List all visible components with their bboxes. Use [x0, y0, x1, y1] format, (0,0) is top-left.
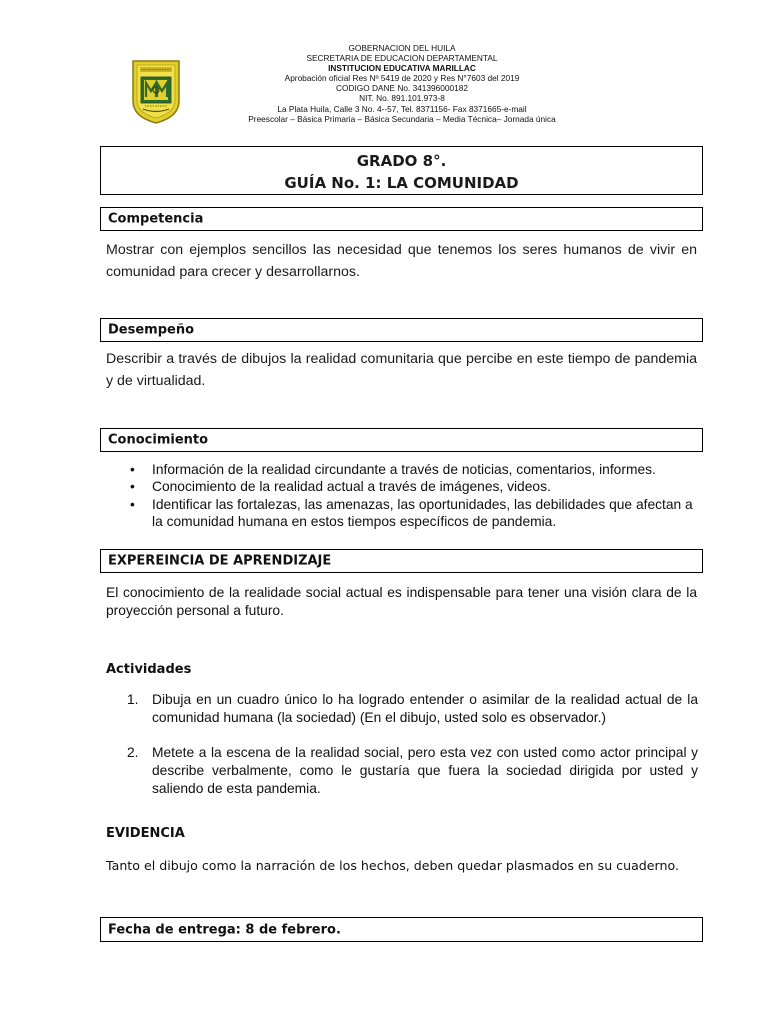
bullet-icon: • [130, 462, 135, 477]
desempeno-label: Desempeño [108, 322, 195, 338]
fecha-box [100, 917, 703, 942]
header-line: La Plata Huila, Calle 3 No. 4--57, Tel. 8371156- Fax 8371665-e-mail [277, 103, 527, 114]
list-item [110, 691, 698, 727]
experiencia-label: EXPEREINCIA DE APRENDIZAJE [108, 553, 332, 569]
grade-title: GRADO 8°. [356, 152, 447, 170]
institution-header [200, 43, 604, 124]
header-line: NIT. No. 891.101.973-8 [359, 93, 445, 104]
title-box [100, 146, 703, 195]
list-item-text: Identificar las fortalezas, las amenazas, las oportunidades, las debilidades que afectan a la comunidad humana en estos tiempos específicos de pandemia. [152, 496, 693, 530]
header-line: Aprobación oficial Res Nº 5419 de 2020 y Res N°7603 del 2019 [284, 73, 520, 84]
desempeno-text: Describir a través de dibujos la realidad comunitaria que percibe en este tiempo de pandemia y de virtualidad. [106, 351, 697, 389]
list-item-text: Conocimiento de la realidad actual a través de imágenes, videos. [152, 479, 551, 495]
item-number: 2. [127, 745, 139, 760]
fecha-label: Fecha de entrega: 8 de febrero. [108, 922, 341, 937]
actividades-heading: Actividades [106, 662, 192, 677]
evidencia-text: Tanto el dibujo como la narración de los hechos, deben quedar plasmados en su cuaderno. [106, 858, 679, 873]
list-item [110, 496, 700, 531]
experiencia-box [100, 549, 703, 573]
header-institution-name: INSTITUCION EDUCATIVA MARILLAC [328, 63, 476, 74]
competencia-text: Mostrar con ejemplos sencillos las necesidad que tenemos los seres humanos de vivir en comunidad para crecer y desarrollarnos. [106, 242, 697, 280]
header-line: SECRETARIA DE EDUCACION DEPARTAMENTAL [306, 53, 498, 64]
list-item [110, 461, 700, 478]
competencia-label: Competencia [108, 211, 204, 227]
conocimiento-list [110, 461, 700, 531]
header-line: CODIGO DANE No. 341396000182 [336, 83, 468, 94]
bullet-icon: • [130, 496, 135, 512]
school-crest-icon [131, 57, 181, 125]
bullet-icon: • [130, 479, 135, 495]
actividades-list-2 [110, 744, 698, 798]
list-item-text: Metete a la escena de la realidad social, pero esta vez con usted como actor principal y describe verbalmente, como le gustaría que fuera la sociedad dirigida por usted y saliendo de esta pandemia. [152, 745, 698, 796]
actividades-list [110, 691, 698, 727]
item-number: 1. [127, 692, 139, 707]
list-item-text: Dibuja en un cuadro único lo ha logrado entender o asimilar de la realidad actual de la comunidad humana (la sociedad) (En el dibujo, usted solo es observador.) [152, 692, 698, 725]
experiencia-text: El conocimiento de la realidade social actual es indispensable para tener una visión clara de la proyección personal a futuro. [106, 585, 697, 618]
list-item [110, 478, 700, 495]
desempeno-box [100, 318, 703, 342]
list-item-text: Información de la realidad circundante a través de noticias, comentarios, informes. [152, 462, 656, 477]
conocimiento-box [100, 428, 703, 452]
conocimiento-label: Conocimiento [108, 432, 209, 448]
guide-title: GUÍA No. 1: LA COMUNIDAD [284, 174, 519, 192]
competencia-box [100, 207, 703, 231]
header-line: GOBERNACION DEL HUILA [348, 43, 456, 53]
header-line: Preescolar – Básica Primaria – Básica Secundaria – Media Técnica– Jornada única [248, 113, 556, 124]
list-item [110, 744, 698, 798]
evidencia-heading: EVIDENCIA [106, 826, 185, 841]
